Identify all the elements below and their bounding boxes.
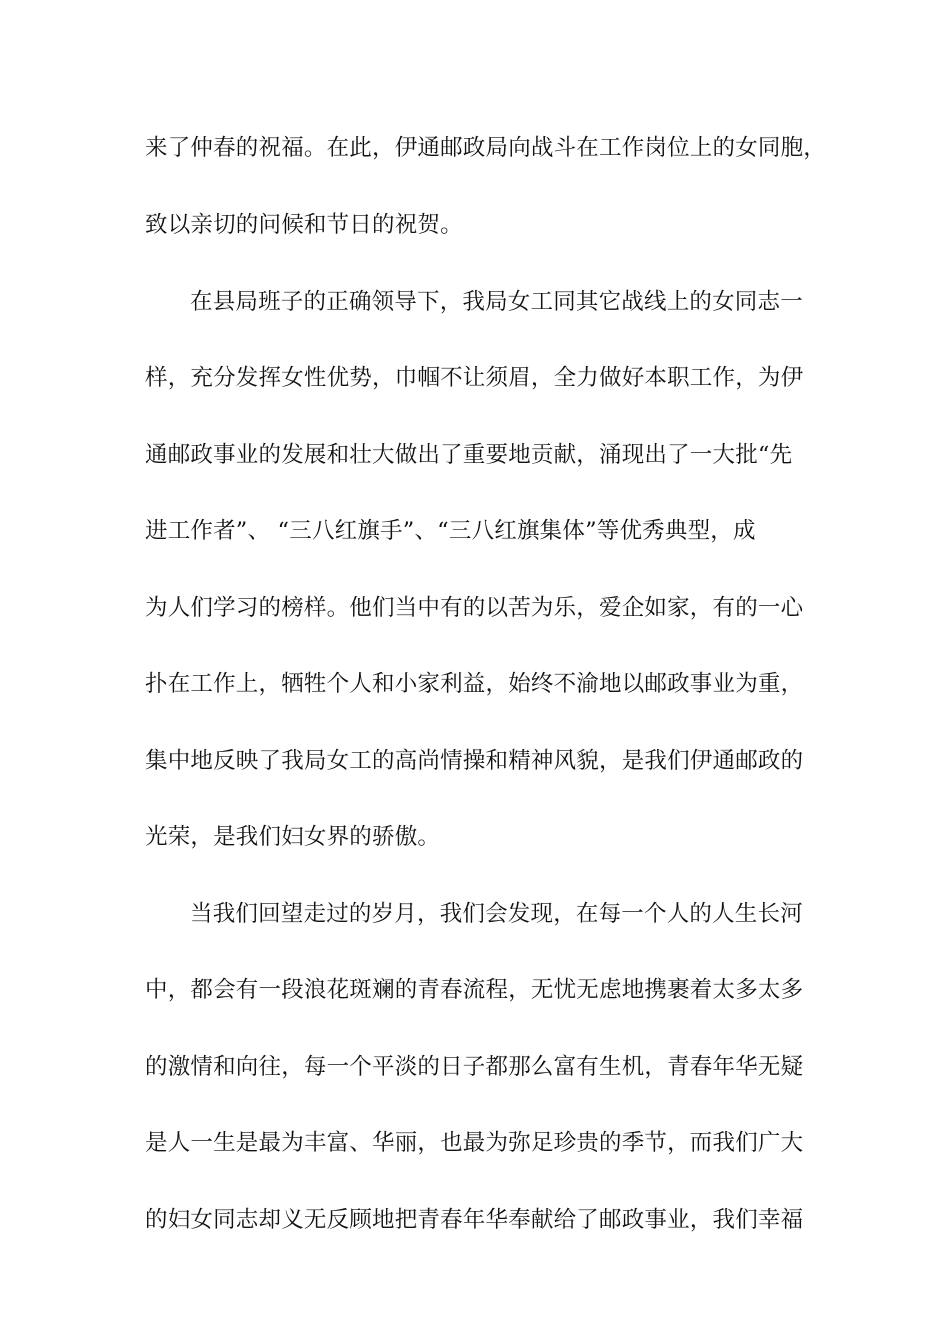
paragraph-line: 来了仲春的祝福。在此，伊通邮政局向战斗在工作岗位上的女同胞，	[145, 135, 827, 161]
paragraph-line: 的激情和向往，每一个平淡的日子都那么富有生机，青春年华无疑	[145, 1054, 804, 1080]
paragraph-line: 的妇女同志却义无反顾地把青春年华奉献给了邮政事业，我们幸福	[145, 1207, 804, 1233]
paragraph-line: 扑在工作上，牺牲个人和小家利益，始终不渝地以邮政事业为重，	[145, 671, 804, 697]
paragraph-line: 光荣，是我们妇女界的骄傲。	[145, 824, 441, 850]
paragraph-line: 进工作者”、 “三八红旗手”、“三八红旗集体”等优秀典型，成	[145, 518, 756, 544]
paragraph-line: 通邮政事业的发展和壮大做出了重要地贡献，涌现出了一大批“先	[145, 442, 793, 468]
paragraph-first-line: 当我们回望走过的岁月，我们会发现，在每一个人的人生长河	[190, 901, 803, 927]
paragraph-first-line: 在县局班子的正确领导下，我局女工同其它战线上的女同志一	[190, 289, 803, 315]
paragraph-line: 是人一生是最为丰富、华丽，也最为弥足珍贵的季节，而我们广大	[145, 1130, 804, 1156]
paragraph-line: 为人们学习的榜样。他们当中有的以苦为乐，爱企如家，有的一心	[145, 595, 804, 621]
paragraph-line: 样，充分发挥女性优势，巾帼不让须眉，全力做好本职工作，为伊	[145, 365, 804, 391]
paragraph-line: 集中地反映了我局女工的高尚情操和精神风貌，是我们伊通邮政的	[145, 748, 804, 774]
paragraph-line: 中，都会有一段浪花斑斓的青春流程，无忧无虑地携裹着太多太多	[145, 977, 804, 1003]
paragraph-line: 致以亲切的问候和节日的祝贺。	[145, 212, 463, 238]
